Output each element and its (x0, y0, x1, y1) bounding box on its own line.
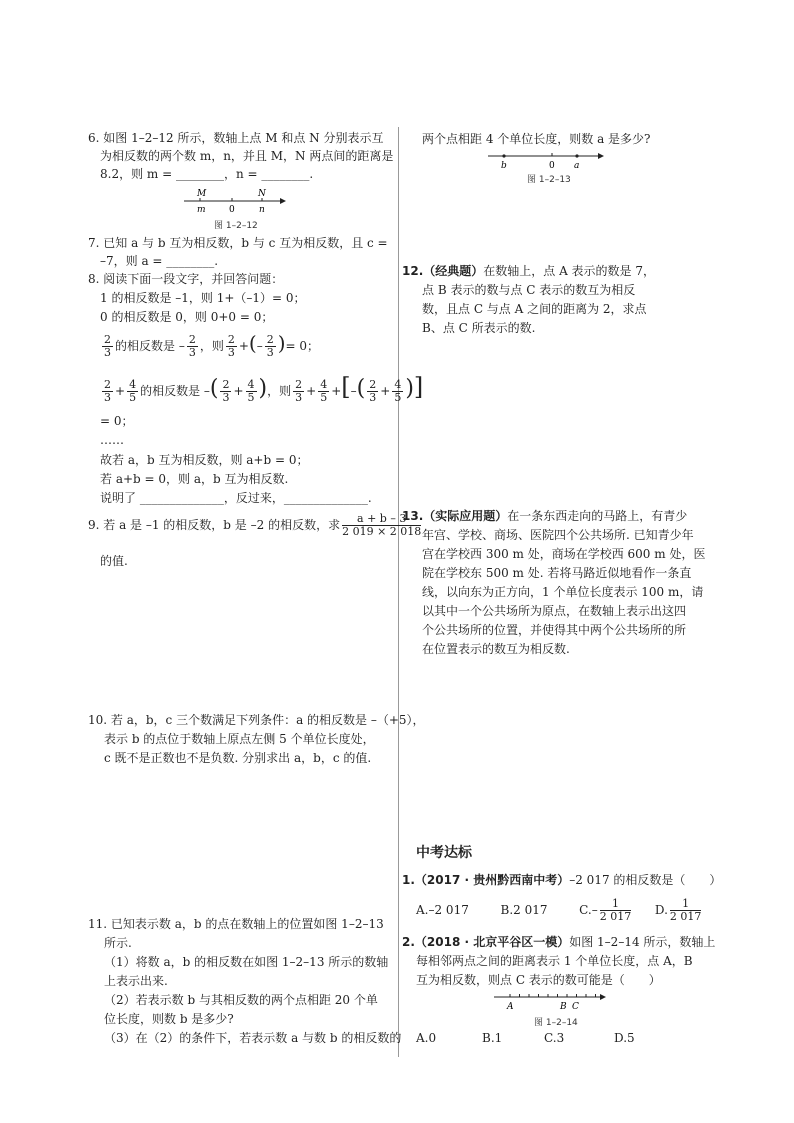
q9-line2: 的值. (100, 554, 128, 568)
q12-line3: 数，且点 C 与点 A 之间的距离为 2，求点 (422, 302, 647, 316)
zk-q2-option-d: D.5 (614, 1031, 635, 1045)
zk-q2-line2: 每相邻两点之间的距离表示 1 个单位长度，点 A，B (416, 954, 693, 968)
q13-line7: 个公共场所的位置，并使得其中两个公共场所的所 (422, 623, 687, 637)
q13-line4: 院在学校东 500 m 处. 若将马路近似地看作一条直 (422, 566, 692, 580)
fig-label-a: a (574, 161, 580, 171)
q12-line4: B、点 C 所表示的数. (422, 321, 536, 335)
fig-label-N: N (258, 189, 266, 199)
zk-q2-option-c: C.3 (544, 1031, 565, 1045)
fig-label-0: 0 (229, 205, 235, 215)
q13-line3: 宫在学校西 300 m 处，商场在学校西 600 m 处，医 (422, 547, 706, 561)
q8-line6: = 0； (100, 414, 134, 428)
q11-line5: （2）若表示数 b 与其相反数的两个点相距 20 个单 (104, 993, 378, 1007)
q8-line2: 1 的相反数是 –1，则 1+（–1）= 0； (100, 291, 306, 305)
q13-line2: 年宫、学校、商场、医院四个公共场所. 已知青少年 (422, 528, 694, 542)
fig-label-M: M (197, 189, 207, 199)
q11-line1: 11. 已知表示数 a，b 的点在数轴上的位置如图 1–2–13 (88, 917, 384, 931)
zk-q2-option-b: B.1 (482, 1031, 503, 1045)
fig-label-C: C (572, 1002, 579, 1012)
section-title-zhongkao: 中考达标 (416, 845, 472, 861)
q12-line2: 点 B 表示的数与点 C 表示的数互为相反 (422, 283, 636, 297)
q11-line4: 上表示出来. (104, 974, 168, 988)
number-line-figure-1-2-12 (180, 186, 290, 216)
q11-line2: 所示. (104, 936, 132, 950)
q8-line8: 故若 a，b 互为相反数，则 a+b = 0； (100, 453, 309, 467)
fig-label-A: A (507, 1002, 514, 1012)
fig-label-b: b (501, 161, 507, 171)
fig-label-0: 0 (549, 161, 555, 171)
option-d: D. $\frac{1}{2 017}$ (654, 897, 702, 923)
option-a: A.0 (416, 1031, 437, 1045)
zk-q2-line1: 2.（2018 · 北京平谷区一模）如图 1–2–14 所示，数轴上 (402, 935, 716, 949)
option-c: C.– $\frac{1}{2 017}$ (579, 897, 632, 923)
q13-line8: 在位置表示的数互为相反数. (422, 642, 570, 656)
q8-line7: …… (100, 433, 124, 447)
option-b: B.2 017 (500, 903, 548, 917)
q10-line1: 10. 若 a，b，c 三个数满足下列条件：a 的相反数是 –（+5）， (88, 713, 425, 727)
caption-1-2-14: 图 1–2–14 (534, 1018, 578, 1028)
zk-q2-options (416, 1030, 436, 1046)
q7-line2: –7，则 a = ________. (100, 254, 219, 268)
q11-line3: （1）将数 a，b 的相反数在如图 1–2–13 所示的数轴 (104, 955, 389, 969)
q12-line1: 12.（经典题）在数轴上，点 A 表示的数是 7， (402, 264, 656, 278)
caption-1-2-12: 图 1–2–12 (214, 221, 258, 231)
q6-line2: 为相反数的两个数 m，n，并且 M，N 两点间的距离是 (100, 149, 394, 163)
q6-line3: 8.2，则 m = ________，n = ________. (100, 167, 314, 181)
zk-q1-options (416, 896, 703, 924)
option-a: A.–2 017 (416, 903, 469, 917)
zk-q1-stem: 1.（2017 · 贵州黔西南中考）–2 017 的相反数是（ ） (402, 873, 722, 887)
q13-line1: 13.（实际应用题）在一条东西走向的马路上，有青少 (402, 509, 688, 523)
q7-line1: 7. 已知 a 与 b 互为相反数，b 与 c 互为相反数，且 c = (88, 236, 388, 250)
q8-line5: $\frac{2}{3}$ + $\frac{4}{5}$ 的相反数是 –( $\frac{2}{3}$ + $\frac{4}{5}$ )，则 $\frac{2}{3}$ + $\frac{4}{5}$ +[–( $\frac{2}{3}$ + $\frac{4}{5}$ )] (104, 373, 424, 404)
fig-label-m: m (197, 205, 206, 215)
q13-line5: 线，以向东为正方向，1 个单位长度表示 100 m，请 (422, 585, 704, 599)
fig-label-B: B (560, 1002, 567, 1012)
column-divider (398, 127, 399, 1057)
q11-line7: （3）在（2）的条件下，若表示数 a 与数 b 的相反数的 (104, 1031, 402, 1045)
q6-line1: 6. 如图 1–2–12 所示，数轴上点 M 和点 N 分别表示互 (88, 131, 384, 145)
zk-q2-line3: 互为相反数，则点 C 表示的数可能是（ ） (416, 973, 661, 987)
q10-line3: c 既不是正数也不是负数. 分别求出 a，b，c 的值. (104, 751, 372, 765)
fig-label-n: n (259, 205, 265, 215)
caption-1-2-13: 图 1–2–13 (527, 175, 571, 185)
q8-line9: 若 a+b = 0，则 a，b 互为相反数. (100, 472, 289, 486)
q8-line10: 说明了 ______________，反过来，______________. (100, 491, 372, 505)
q10-line2: 表示 b 的点位于数轴上原点左侧 5 个单位长度处， (104, 732, 375, 746)
q8-line4: $\frac{2}{3}$ 的相反数是 – $\frac{2}{3}$ ，则 $\frac{2}{3}$ +(– $\frac{2}{3}$ )= 0； (104, 331, 320, 359)
q13-line6: 以其中一个公共场所为原点，在数轴上表示出这四 (422, 604, 687, 618)
q9-line1: 9. 若 a 是 –1 的相反数，b 是 –2 的相反数，求 $\frac{a + b - 3}{2 019 \times 2 018}$ (88, 512, 422, 538)
number-line-figure-1-2-13 (486, 150, 608, 172)
q11-line6: 位长度，则数 b 是多少? (104, 1012, 234, 1026)
q8-line1: 8. 阅读下面一段文字，并回答问题： (88, 272, 284, 286)
number-line-figure-1-2-14 (492, 991, 610, 1013)
q11-continued: 两个点相距 4 个单位长度，则数 a 是多少? (422, 132, 651, 146)
q8-line3: 0 的相反数是 0，则 0+0 = 0； (100, 310, 274, 324)
